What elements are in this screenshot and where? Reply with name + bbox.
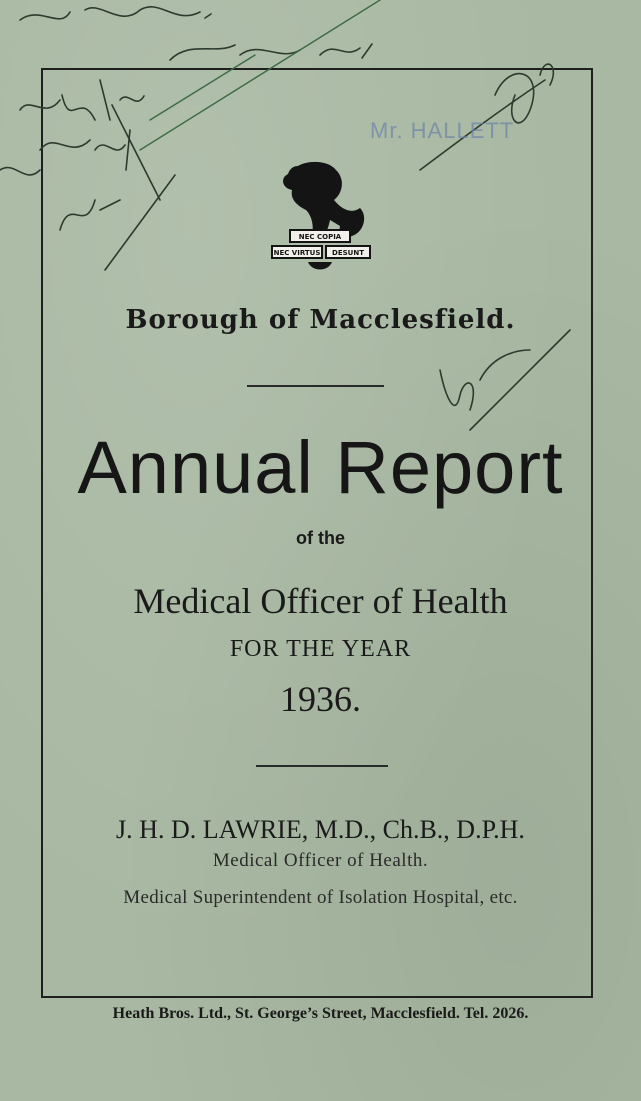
report-title: Annual Report bbox=[77, 426, 564, 509]
report-subtitle: Medical Officer of Health bbox=[133, 581, 508, 621]
svg-text:NEC VIRTUS: NEC VIRTUS bbox=[273, 249, 321, 257]
author-name: J. H. D. LAWRIE, M.D., Ch.B., D.P.H. bbox=[116, 815, 525, 844]
for-the-year-text: FOR THE YEAR bbox=[229, 636, 412, 662]
of-the-text: of the bbox=[296, 528, 345, 548]
author-role-2: Medical Superintendent of Isolation Hospital, etc. bbox=[123, 887, 518, 908]
svg-text:DESUNT: DESUNT bbox=[332, 249, 364, 257]
ownership-stamp: Mr. HALLETT bbox=[370, 118, 515, 143]
divider-bottom bbox=[256, 765, 388, 767]
report-year: 1936. bbox=[280, 679, 361, 719]
borough-crest-icon bbox=[268, 160, 372, 280]
divider-top bbox=[247, 385, 384, 387]
svg-text:NEC COPIA: NEC COPIA bbox=[298, 233, 342, 241]
borough-heading: Borough of Macclesfield. bbox=[125, 305, 516, 335]
printer-imprint: Heath Bros. Ltd., St. George’s Street, Macclesfield. Tel. 2026. bbox=[112, 1005, 529, 1022]
author-role-1: Medical Officer of Health. bbox=[212, 850, 429, 871]
